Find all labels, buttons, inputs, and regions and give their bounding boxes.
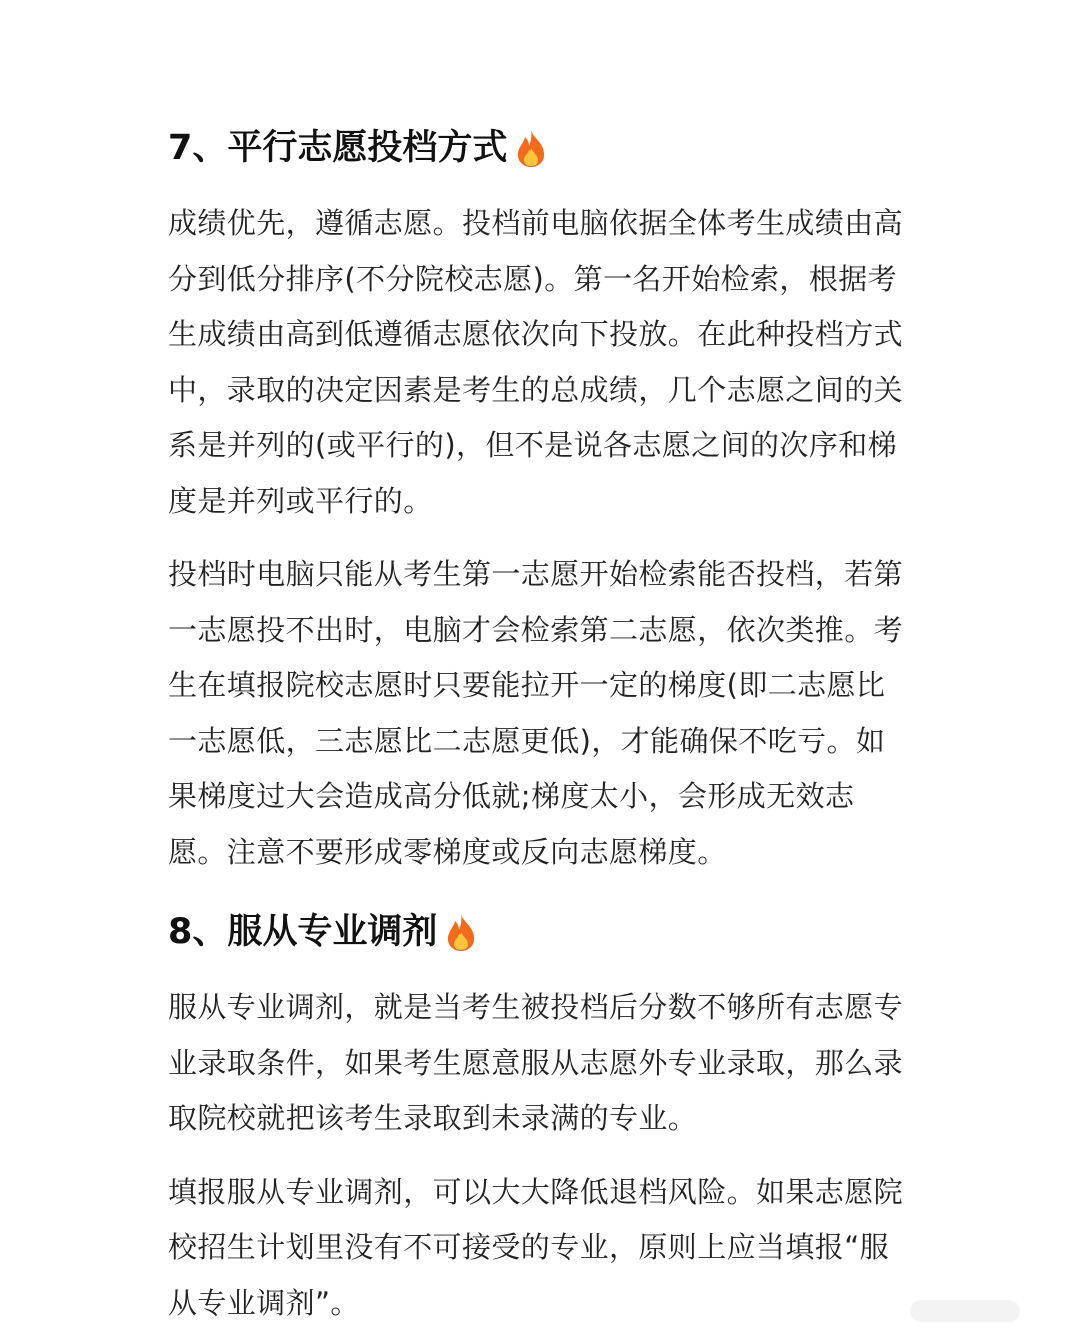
fire-icon	[513, 128, 549, 168]
section-title-text: 8、服从专业调剂	[168, 902, 437, 962]
fire-icon	[443, 912, 479, 952]
paragraph: 服从专业调剂，就是当考生被投档后分数不够所有志愿专业录取条件，如果考生愿意服从志愿外专业录取，那么录取院校就把该考生录取到未录满的专业。	[168, 980, 908, 1147]
section-title-text: 7、平行志愿投档方式	[168, 118, 507, 178]
paragraph: 投档时电脑只能从考生第一志愿开始检索能否投档，若第一志愿投不出时，电脑才会检索第二志愿，依次类推。考生在填报院校志愿时只要能拉开一定的梯度(即二志愿比一志愿低，三志愿比二志愿更低)，才能确保不吃亏。如果梯度过大会造成高分低就;梯度太小，会形成无效志愿。注意不要形成零梯度或反向志愿梯度。	[168, 547, 908, 880]
section-title	[168, 118, 908, 178]
watermark	[910, 1300, 1020, 1322]
article-content	[168, 118, 908, 1331]
section-title	[168, 902, 908, 962]
paragraph: 成绩优先，遵循志愿。投档前电脑依据全体考生成绩由高分到低分排序(不分院校志愿)。第一名开始检索，根据考生成绩由高到低遵循志愿依次向下投放。在此种投档方式中，录取的决定因素是考生的总成绩，几个志愿之间的关系是并列的(或平行的)，但不是说各志愿之间的次序和梯度是并列或平行的。	[168, 196, 908, 529]
paragraph: 填报服从专业调剂，可以大大降低退档风险。如果志愿院校招生计划里没有不可接受的专业，原则上应当填报“服从专业调剂”。	[168, 1165, 908, 1331]
